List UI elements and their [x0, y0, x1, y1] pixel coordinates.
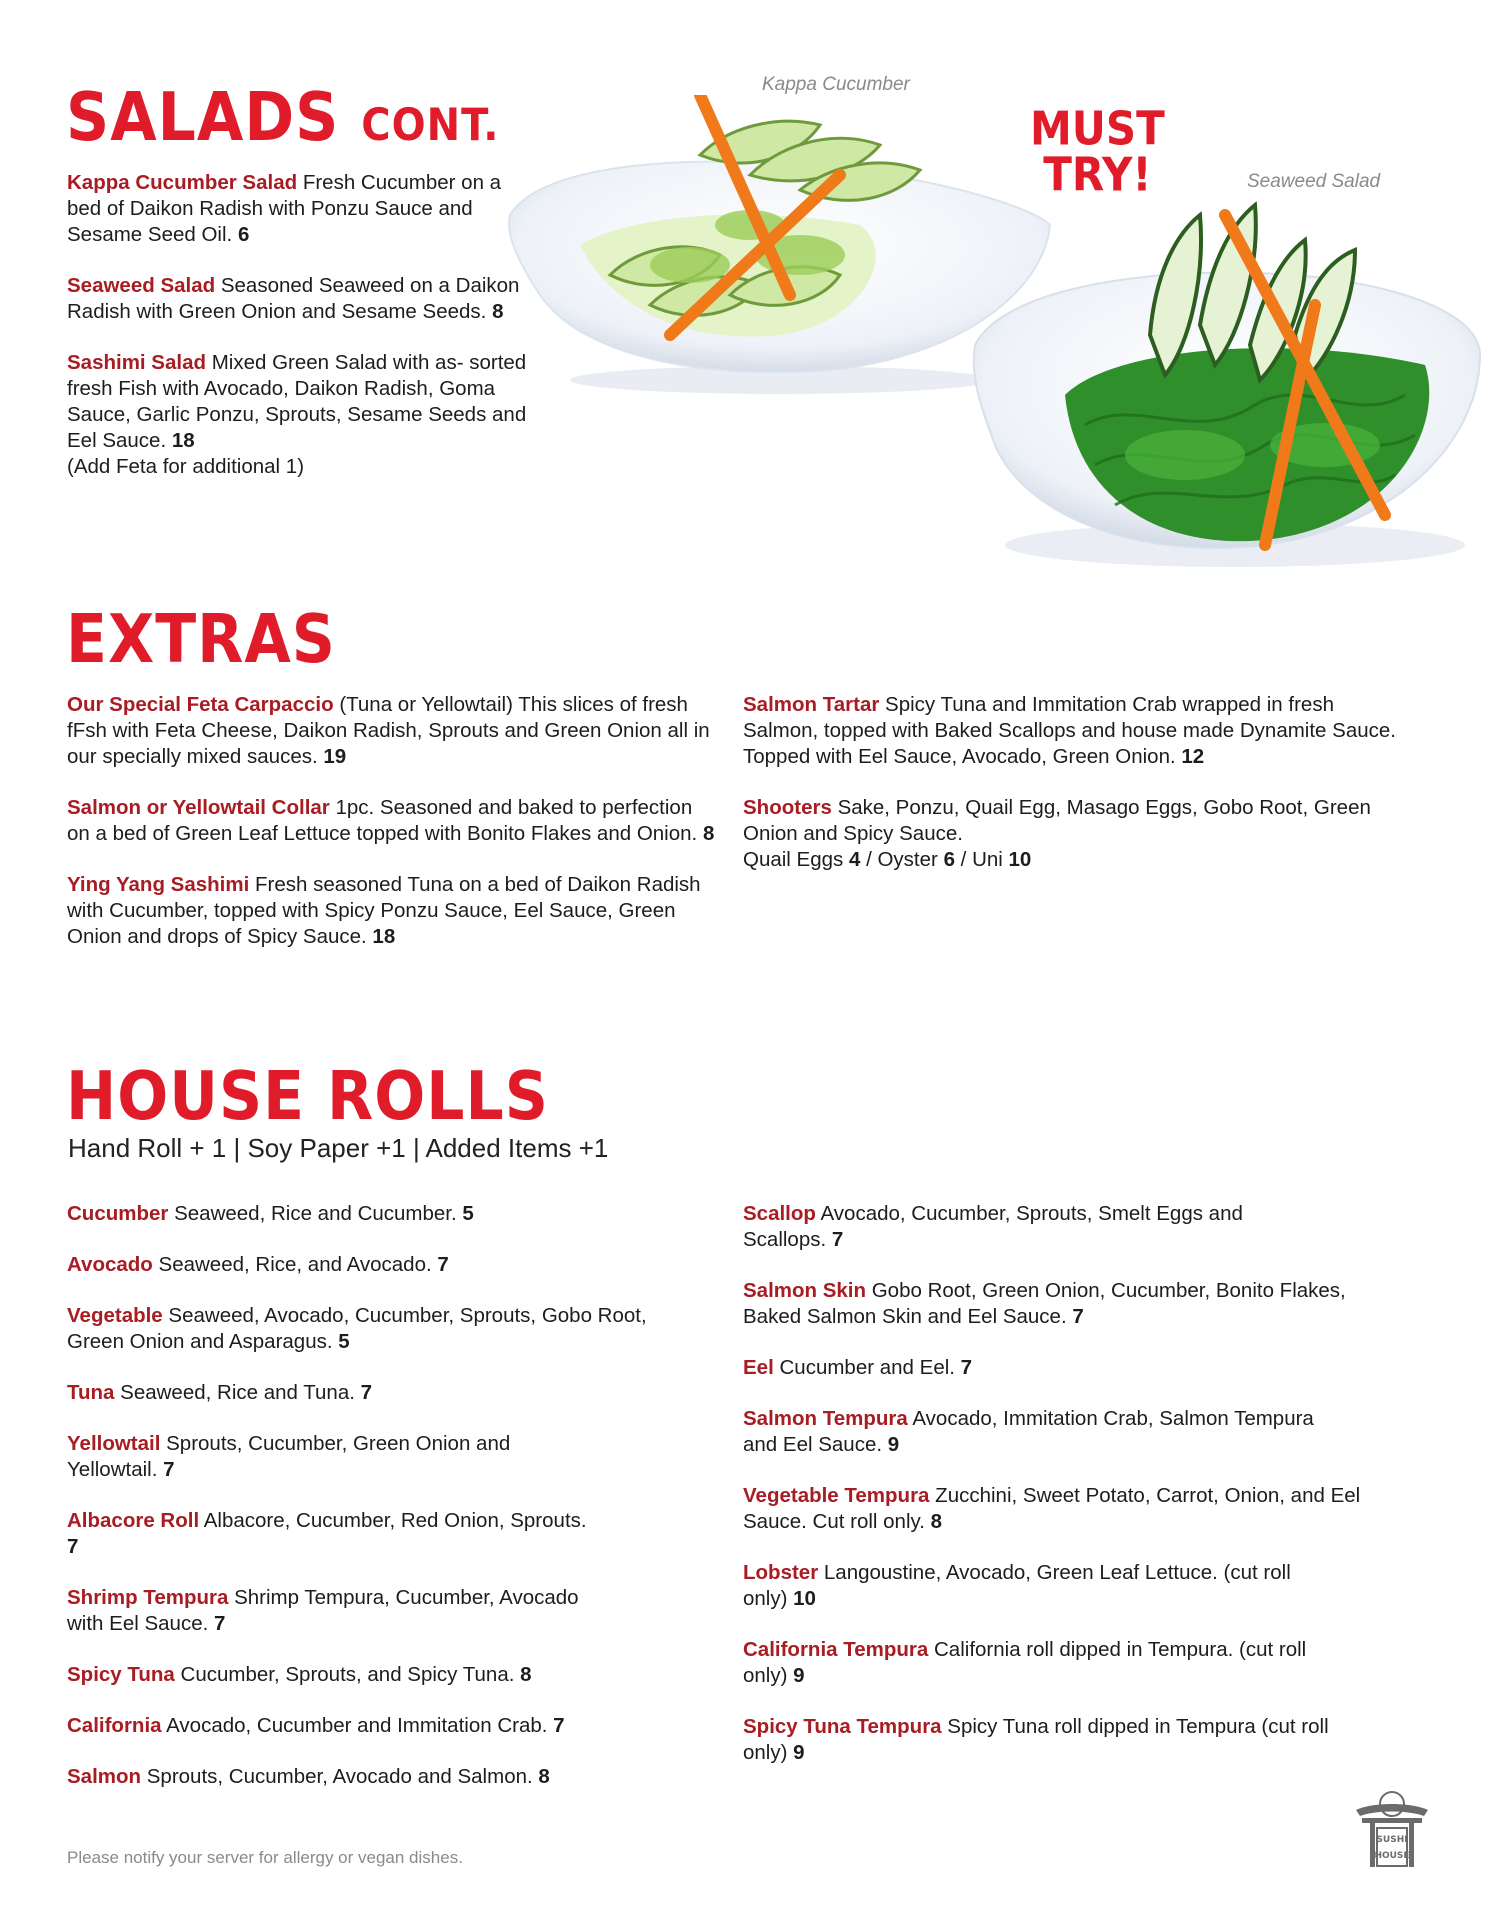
item-desc: Albacore, Cucumber, Red Onion, Sprouts. [203, 1509, 587, 1532]
menu-item [67, 1252, 707, 1278]
item-name: Salmon Tartar [743, 693, 880, 716]
menu-item [743, 1714, 1363, 1766]
item-price: 18 [372, 925, 396, 948]
shooters-item [743, 795, 1403, 873]
item-name: Eel [743, 1356, 774, 1379]
item-note: (Add Feta for additional 1) [67, 455, 305, 478]
badge-line-2: TRY! [1043, 147, 1152, 202]
item-desc: Sprouts, Cucumber, Avocado and Salmon. [146, 1765, 533, 1788]
menu-item [743, 1355, 1383, 1381]
sushi-house-logo [1352, 1788, 1432, 1870]
item-price: 9 [793, 1664, 805, 1687]
item-price: 7 [360, 1381, 373, 1404]
item-price: 8 [930, 1510, 943, 1533]
badge-line-1: MUST [1030, 101, 1165, 156]
uni-price: 10 [1008, 848, 1032, 871]
item-name: California [67, 1714, 162, 1737]
oyster-label: Oyster [877, 848, 938, 871]
item-desc: Fresh seasoned Tuna on a bed of Daikon Radish with Cucumber, topped with Spicy Ponzu Sauce, Eel Sauce, Green Onion and drops of Spicy Sauce. [67, 873, 701, 948]
item-price: 8 [520, 1663, 532, 1686]
item-name: Tuna [67, 1381, 115, 1404]
menu-item [67, 692, 717, 770]
item-name: Salmon Tempura [743, 1407, 908, 1430]
oyster-price: 6 [943, 848, 955, 871]
item-price: 18 [171, 429, 195, 452]
seaweed-caption: Seaweed Salad [1247, 171, 1381, 192]
item-name: Kappa Cucumber Salad [67, 171, 298, 194]
item-price: 8 [702, 822, 715, 845]
item-desc: Avocado, Immitation Crab, Salmon Tempura and Eel Sauce. [743, 1407, 1314, 1456]
item-desc: Seaweed, Avocado, Cucumber, Sprouts, Gobo Root, Green Onion and Asparagus. [67, 1304, 647, 1353]
salads-title [66, 78, 500, 157]
menu-item [743, 1278, 1383, 1330]
item-name: Albacore Roll [67, 1509, 200, 1532]
item-name: Cucumber [67, 1202, 169, 1225]
item-price: 8 [492, 300, 504, 323]
quail-label: Quail Eggs [743, 848, 844, 871]
extras-left [67, 692, 717, 975]
item-price: 7 [67, 1535, 79, 1558]
house-rolls-right [743, 1201, 1383, 1791]
item-price: 9 [887, 1433, 900, 1456]
item-price: 7 [553, 1714, 565, 1737]
item-name: Spicy Tuna Tempura [743, 1715, 942, 1738]
item-desc: Cucumber, Sprouts, and Spicy Tuna. [180, 1663, 515, 1686]
item-name: Lobster [743, 1561, 819, 1584]
item-price: 7 [1072, 1305, 1084, 1328]
item-desc: (Tuna or Yellowtail) This slices of fresh fFsh with Feta Cheese, Daikon Radish, Sprouts and Green Onion all in our specially mixed sauces. [67, 693, 710, 768]
house-rolls-title: HOUSE ROLLS [66, 1057, 549, 1136]
menu-item [67, 170, 537, 248]
item-desc: Seaweed, Rice, and Avocado. [158, 1253, 432, 1276]
menu-item [67, 795, 717, 847]
item-name: Spicy Tuna [67, 1663, 175, 1686]
item-price: 19 [323, 745, 347, 768]
item-desc: Zucchini, Sweet Potato, Carrot, Onion, and Eel Sauce. Cut roll only. [743, 1484, 1361, 1533]
item-desc: Fresh Cucumber on a bed of Daikon Radish with Ponzu Sauce and Sesame Seed Oil. [67, 171, 502, 246]
item-price: 7 [831, 1228, 844, 1251]
item-desc: Avocado, Cucumber and Immitation Crab. [166, 1714, 548, 1737]
salads-title-main: SALADS [66, 78, 340, 157]
item-name: Our Special Feta Carpaccio [67, 693, 334, 716]
extras-right [743, 692, 1403, 898]
menu-item [67, 1431, 567, 1483]
shooters-prices: Quail Eggs 4 / Oyster 6 / Uni 10 [743, 848, 1032, 871]
menu-item [743, 692, 1403, 770]
item-desc: Langoustine, Avocado, Green Leaf Lettuce. (cut roll only) [743, 1561, 1291, 1610]
item-name: Salmon or Yellowtail Collar [67, 796, 330, 819]
menu-item [67, 350, 537, 480]
item-name: Salmon Skin [743, 1279, 867, 1302]
item-desc: Shrimp Tempura, Cucumber, Avocado with Eel Sauce. [67, 1586, 579, 1635]
item-name: Yellowtail [67, 1432, 161, 1455]
item-desc: Spicy Tuna roll dipped in Tempura (cut roll only) [743, 1715, 1329, 1764]
item-price: 7 [960, 1356, 973, 1379]
item-price: 7 [437, 1253, 449, 1276]
menu-item [67, 273, 537, 325]
item-name: Shrimp Tempura [67, 1586, 229, 1609]
menu-item [67, 1508, 597, 1560]
item-name: Vegetable [67, 1304, 163, 1327]
item-desc: Spicy Tuna and Immitation Crab wrapped in fresh Salmon, topped with Baked Scallops and house made Dynamite Sauce. Topped with Eel Sauce, Avocado, Green Onion. [743, 693, 1396, 768]
item-desc: Gobo Root, Green Onion, Cucumber, Bonito Flakes, Baked Salmon Skin and Eel Sauce. [743, 1279, 1346, 1328]
item-name: California Tempura [743, 1638, 929, 1661]
menu-item [743, 1483, 1383, 1535]
item-desc: Seaweed, Rice and Tuna. [120, 1381, 355, 1404]
salads-list [67, 170, 537, 505]
item-name: Ying Yang Sashimi [67, 873, 250, 896]
menu-item [67, 1764, 707, 1790]
item-desc: Avocado, Cucumber, Sprouts, Smelt Eggs and Scallops. [743, 1202, 1243, 1251]
extras-title: EXTRAS [66, 600, 337, 679]
item-desc: Seaweed, Rice and Cucumber. [174, 1202, 457, 1225]
item-name: Seaweed Salad [67, 274, 216, 297]
item-price: 7 [163, 1458, 175, 1481]
menu-item [67, 1380, 707, 1406]
house-rolls-left [67, 1201, 707, 1815]
item-desc: Cucumber and Eel. [779, 1356, 955, 1379]
item-desc: California roll dipped in Tempura. (cut roll only) [743, 1638, 1307, 1687]
menu-item [743, 1560, 1303, 1612]
item-desc: Seasoned Seaweed on a Daikon Radish with Green Onion and Sesame Seeds. [67, 274, 520, 323]
house-rolls-subtitle: Hand Roll + 1 | Soy Paper +1 | Added Items +1 [68, 1133, 609, 1163]
menu-item [743, 1637, 1343, 1689]
menu-item [67, 1303, 707, 1355]
item-price: 7 [214, 1612, 226, 1635]
item-desc: Mixed Green Salad with as- sorted fresh Fish with Avocado, Daikon Radish, Goma Sauce, Garlic Ponzu, Sprouts, Sesame Seeds and Eel Sauce. [67, 351, 527, 452]
menu-item [67, 1662, 707, 1688]
menu-item [67, 1585, 597, 1637]
item-price: 6 [237, 223, 250, 246]
salads-title-suffix: CONT. [361, 99, 500, 152]
item-desc: Sprouts, Cucumber, Green Onion and Yellowtail. [67, 1432, 511, 1481]
menu-item [743, 1201, 1273, 1253]
kappa-caption: Kappa Cucumber [762, 74, 910, 95]
allergy-note: Please notify your server for allergy or vegan dishes. [67, 1848, 463, 1867]
item-name: Shooters [743, 796, 832, 819]
item-price: 10 [793, 1587, 816, 1610]
quail-price: 4 [848, 848, 861, 871]
menu-item [67, 1201, 707, 1227]
item-name: Sashimi Salad [67, 351, 207, 374]
item-name: Avocado [67, 1253, 153, 1276]
logo-text-bottom: HOUSE [1374, 1851, 1410, 1861]
logo-text-top: SUSHI [1376, 1835, 1408, 1845]
item-price: 9 [793, 1741, 805, 1764]
menu-item [743, 1406, 1343, 1458]
item-desc: 1pc. Seasoned and baked to perfection on a bed of Green Leaf Lettuce topped with Bonito Flakes and Onion. [67, 796, 698, 845]
item-desc: Sake, Ponzu, Quail Egg, Masago Eggs, Gobo Root, Green Onion and Spicy Sauce. [743, 796, 1371, 845]
menu-item [67, 1713, 707, 1739]
item-name: Scallop [743, 1202, 816, 1225]
item-price: 5 [338, 1330, 350, 1353]
uni-label: Uni [972, 848, 1003, 871]
item-name: Salmon [67, 1765, 142, 1788]
item-price: 5 [462, 1202, 474, 1225]
item-price: 12 [1181, 745, 1205, 768]
item-price: 8 [538, 1765, 550, 1788]
menu-item [67, 872, 717, 950]
seaweed-salad-photo [965, 195, 1485, 600]
item-name: Vegetable Tempura [743, 1484, 930, 1507]
